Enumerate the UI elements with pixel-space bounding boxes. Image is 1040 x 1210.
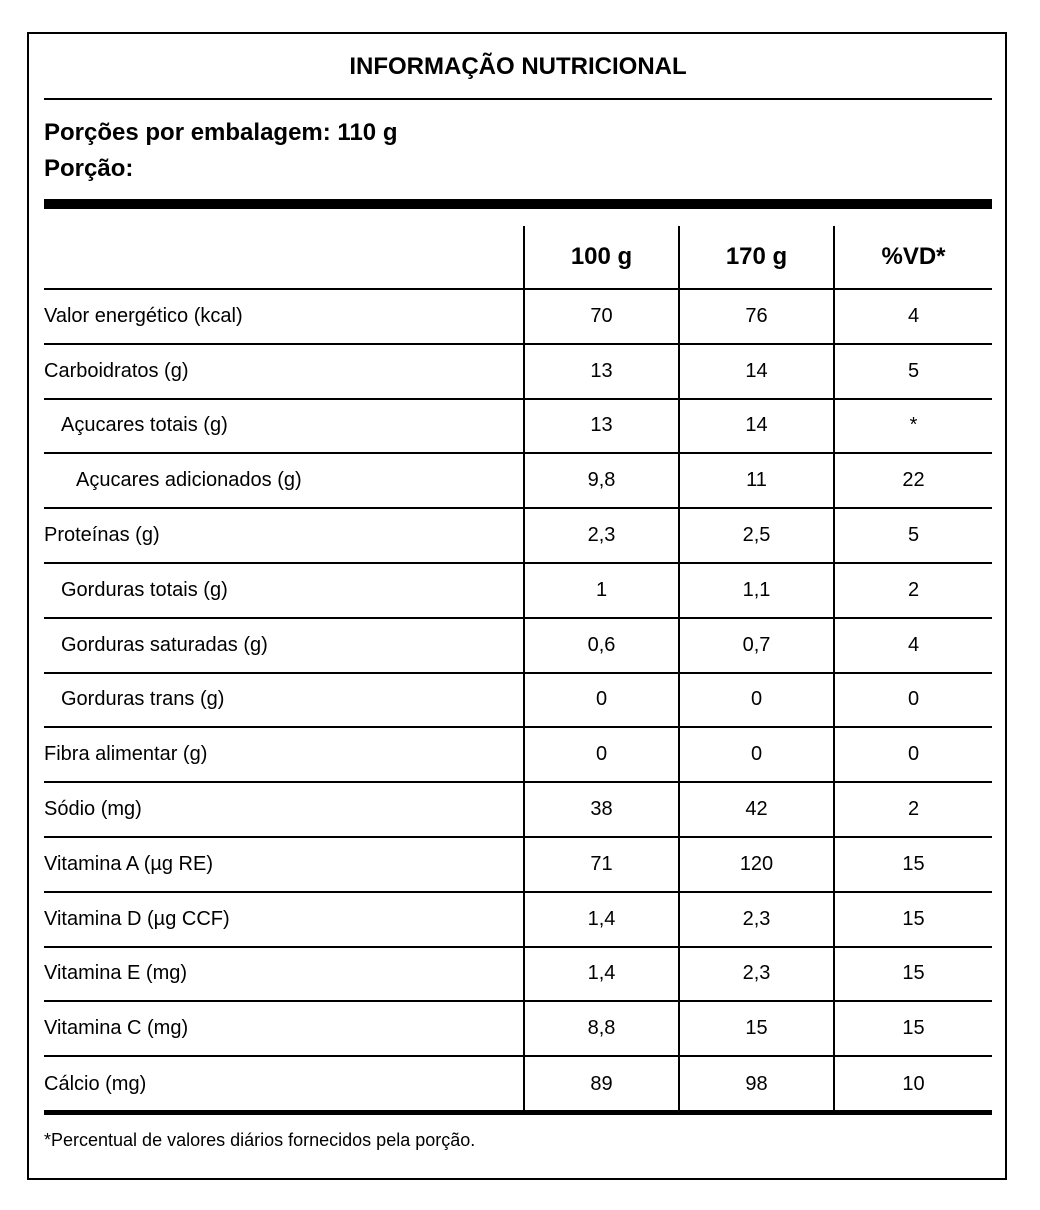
value-170g: 98 — [679, 1056, 834, 1111]
value-100g: 1,4 — [524, 947, 679, 1002]
value-100g: 13 — [524, 399, 679, 454]
table-row — [44, 453, 992, 508]
nutrient-name: Fibra alimentar (g) — [44, 727, 524, 782]
table-bottom-divider — [44, 1110, 992, 1115]
value-100g: 1,4 — [524, 892, 679, 947]
value-daily-percent: 15 — [834, 837, 992, 892]
value-100g: 89 — [524, 1056, 679, 1111]
nutrient-name: Carboidratos (g) — [44, 344, 524, 399]
header-row — [44, 226, 992, 289]
value-daily-percent: 4 — [834, 289, 992, 344]
table-row — [44, 727, 992, 782]
nutrient-name: Açucares adicionados (g) — [44, 453, 524, 508]
table-row — [44, 344, 992, 399]
serving-size: Porção: — [44, 155, 134, 182]
value-100g: 0 — [524, 727, 679, 782]
label-title: INFORMAÇÃO NUTRICIONAL — [349, 53, 687, 80]
header-thick-divider — [44, 199, 992, 209]
value-170g: 2,3 — [679, 947, 834, 1002]
table-row — [44, 1056, 992, 1111]
value-daily-percent: 2 — [834, 782, 992, 837]
value-170g: 2,3 — [679, 892, 834, 947]
value-170g: 11 — [679, 453, 834, 508]
nutrient-name: Cálcio (mg) — [44, 1072, 147, 1095]
nutrient-name: Gorduras totais (g) — [44, 563, 524, 618]
table-row — [44, 892, 992, 947]
servings-per-package: Porções por embalagem: 110 g — [44, 119, 398, 146]
value-170g: 0 — [679, 673, 834, 728]
nutrient-name: Gorduras trans (g) — [44, 673, 524, 728]
column-header-170g: 170 g — [679, 226, 834, 289]
value-100g: 0 — [524, 673, 679, 728]
table-row — [44, 782, 992, 837]
value-100g: 70 — [524, 289, 679, 344]
column-header-100g: 100 g — [524, 226, 679, 289]
nutrient-name: Proteínas (g) — [44, 508, 524, 563]
value-170g: 14 — [679, 399, 834, 454]
value-100g: 71 — [524, 837, 679, 892]
value-170g: 2,5 — [679, 508, 834, 563]
value-170g: 120 — [679, 837, 834, 892]
value-100g: 38 — [524, 782, 679, 837]
table-row — [44, 508, 992, 563]
value-daily-percent: 5 — [834, 344, 992, 399]
footnote: *Percentual de valores diários fornecidos pela porção. — [44, 1130, 476, 1150]
value-170g: 14 — [679, 344, 834, 399]
value-170g: 0 — [679, 727, 834, 782]
value-100g: 8,8 — [524, 1001, 679, 1056]
value-170g: 1,1 — [679, 563, 834, 618]
table-row — [44, 837, 992, 892]
nutrient-name: Sódio (mg) — [44, 782, 524, 837]
nutrition-table-header — [44, 226, 992, 289]
value-170g: 76 — [679, 289, 834, 344]
table-row — [44, 289, 992, 344]
value-170g: 15 — [679, 1001, 834, 1056]
table-row — [44, 947, 992, 1002]
nutrition-table — [44, 226, 992, 1111]
value-daily-percent: 15 — [834, 1001, 992, 1056]
value-daily-percent: 15 — [834, 947, 992, 1002]
value-100g: 9,8 — [524, 453, 679, 508]
column-header-daily-value: %VD* — [834, 226, 992, 289]
title-divider — [44, 98, 992, 100]
table-row — [44, 673, 992, 728]
nutrient-name: Vitamina C (mg) — [44, 1001, 524, 1056]
nutrient-name: Vitamina D (µg CCF) — [44, 892, 524, 947]
table-row — [44, 399, 992, 454]
column-header-nutrient — [44, 226, 524, 289]
value-daily-percent: 2 — [834, 563, 992, 618]
value-daily-percent: * — [834, 399, 992, 454]
value-100g: 2,3 — [524, 508, 679, 563]
nutrition-table-body — [44, 289, 992, 1111]
table-row — [44, 1001, 992, 1056]
value-daily-percent: 5 — [834, 508, 992, 563]
table-row — [44, 563, 992, 618]
value-100g: 1 — [524, 563, 679, 618]
value-daily-percent: 10 — [834, 1056, 992, 1111]
value-daily-percent: 0 — [834, 727, 992, 782]
value-daily-percent: 0 — [834, 673, 992, 728]
value-daily-percent: 4 — [834, 618, 992, 673]
nutrient-name: Gorduras saturadas (g) — [44, 618, 524, 673]
nutrient-name: Açucares totais (g) — [44, 399, 524, 454]
nutrient-name: Valor energético (kcal) — [44, 289, 524, 344]
nutrient-name: Vitamina E (mg) — [44, 947, 524, 1002]
value-daily-percent: 15 — [834, 892, 992, 947]
value-100g: 0,6 — [524, 618, 679, 673]
table-row — [44, 618, 992, 673]
value-170g: 0,7 — [679, 618, 834, 673]
nutrient-name: Vitamina A (µg RE) — [44, 837, 524, 892]
value-170g: 42 — [679, 782, 834, 837]
value-daily-percent: 22 — [834, 453, 992, 508]
value-100g: 13 — [524, 344, 679, 399]
